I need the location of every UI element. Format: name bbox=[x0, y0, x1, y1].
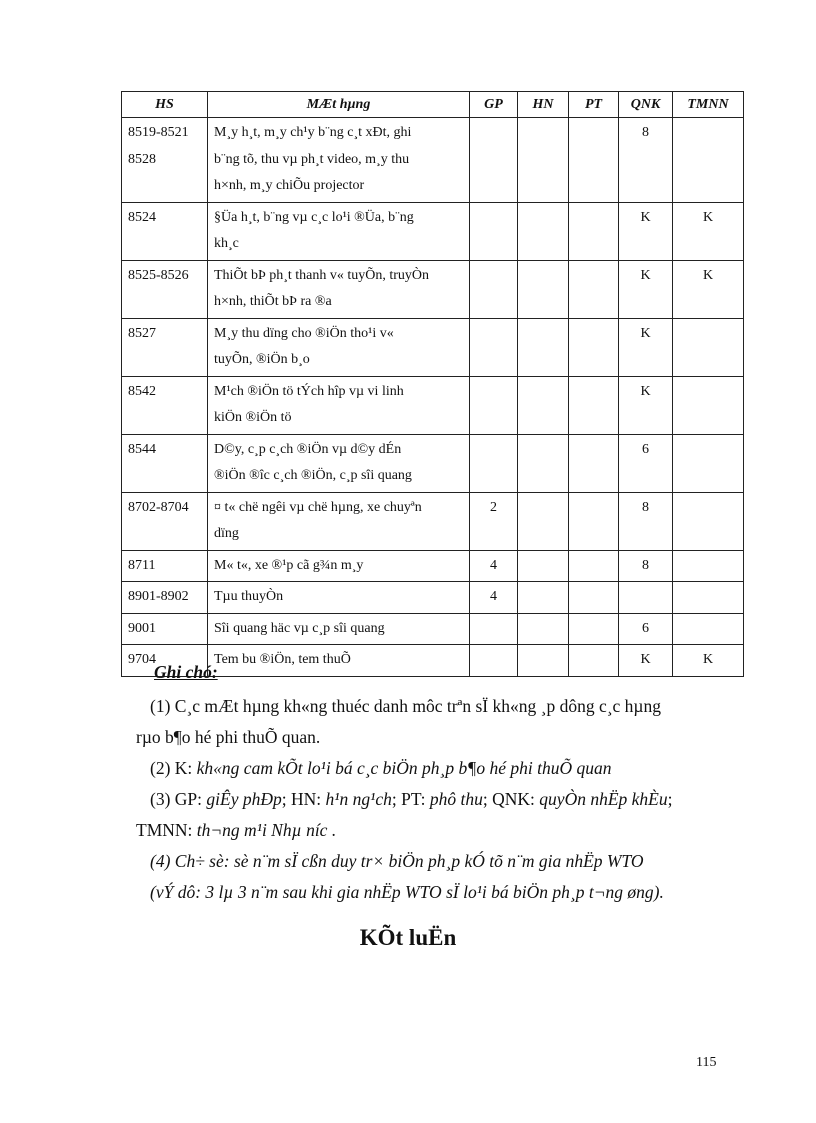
pt-cell bbox=[569, 376, 619, 434]
conclusion-heading: KÕt luËn bbox=[359, 925, 457, 950]
pt-cell bbox=[569, 260, 619, 318]
pt-cell bbox=[569, 434, 619, 492]
note-3-hn-text: h¹n ng¹ch bbox=[325, 789, 392, 809]
item-cell-line: §Üa h¸t, b¨ng vµ c¸c lo¹i ®Üa, b¨ng bbox=[214, 209, 414, 225]
qnk-cell bbox=[619, 118, 673, 203]
note-3-gp-text: giÊy phÐp bbox=[206, 789, 282, 809]
hn-cell bbox=[518, 318, 569, 376]
qnk-cell-line: 6 bbox=[642, 620, 649, 636]
hs-cell bbox=[122, 118, 208, 203]
item-cell bbox=[208, 613, 470, 645]
pt-cell bbox=[569, 550, 619, 582]
gp-cell bbox=[470, 550, 518, 582]
tmnn-cell bbox=[673, 376, 744, 434]
tmnn-cell bbox=[673, 318, 744, 376]
hn-cell bbox=[518, 202, 569, 260]
hs-cell bbox=[122, 260, 208, 318]
pt-cell bbox=[569, 613, 619, 645]
header-qnk: QNK bbox=[619, 92, 673, 118]
item-cell-line: kiÖn ®iÖn tö bbox=[214, 410, 292, 425]
page-number: 115 bbox=[696, 1055, 717, 1070]
note-4-line-2: (vÝ dô: 3 lµ 3 n¨m sau khi gia nhËp WTO sÏ lo¹i bá biÖn ph¸p t¬ng øng). bbox=[150, 882, 664, 902]
qnk-cell bbox=[619, 492, 673, 550]
qnk-cell bbox=[619, 550, 673, 582]
note-2-text: kh«ng cam kÕt lo¹i bá c¸c biÖn ph¸p b¶o hé phi thuÕ quan bbox=[196, 758, 612, 778]
gp-cell bbox=[470, 492, 518, 550]
qnk-cell bbox=[619, 260, 673, 318]
table-row bbox=[122, 202, 744, 260]
table-row bbox=[122, 318, 744, 376]
item-cell-line: ®iÖn ®îc c¸ch ®iÖn, c¸p sîi quang bbox=[214, 468, 412, 483]
item-cell bbox=[208, 260, 470, 318]
qnk-cell bbox=[619, 434, 673, 492]
item-cell-line: M¸y thu dïng cho ®iÖn tho¹i v« bbox=[214, 325, 394, 341]
hs-cell bbox=[122, 376, 208, 434]
item-cell-line: h×nh, m¸y chiÕu projector bbox=[214, 178, 365, 193]
notes-heading: Ghi chó: bbox=[154, 662, 218, 682]
tmnn-cell-line: K bbox=[702, 209, 714, 225]
gp-cell bbox=[470, 260, 518, 318]
item-cell bbox=[208, 376, 470, 434]
hs-cell-line: 8524 bbox=[128, 209, 156, 225]
header-hs: HS bbox=[122, 92, 208, 118]
table-row bbox=[122, 118, 744, 203]
item-cell-line: Tµu thuyÒn bbox=[214, 589, 284, 604]
pt-cell bbox=[569, 118, 619, 203]
hs-cell bbox=[122, 613, 208, 645]
item-cell bbox=[208, 318, 470, 376]
note-3-qnk: ; QNK: bbox=[482, 789, 535, 809]
tmnn-cell bbox=[673, 582, 744, 614]
table-row bbox=[122, 613, 744, 645]
item-cell bbox=[208, 492, 470, 550]
table-row bbox=[122, 550, 744, 582]
note-4 bbox=[150, 846, 725, 877]
header-gp: GP bbox=[470, 92, 518, 118]
hn-cell bbox=[518, 582, 569, 614]
pt-cell bbox=[569, 318, 619, 376]
note-2 bbox=[150, 753, 725, 784]
item-cell-line: b¨ng tõ, thu vµ ph¸t video, m¸y thu bbox=[214, 151, 410, 167]
header-tmnn: TMNN bbox=[673, 92, 744, 118]
qnk-cell-line: K bbox=[640, 383, 651, 399]
header-hn: HN bbox=[518, 92, 569, 118]
gp-cell bbox=[470, 202, 518, 260]
qnk-cell-line: K bbox=[640, 652, 651, 667]
hs-cell-line: 8542 bbox=[128, 383, 156, 399]
hs-cell-line: 8544 bbox=[128, 441, 156, 457]
item-cell-line: M¸y h¸t, m¸y ch¹y b¨ng c¸t xÐt, ghi bbox=[214, 125, 412, 140]
qnk-cell-line: 6 bbox=[642, 441, 649, 457]
gp-cell bbox=[470, 318, 518, 376]
trade-measures-table bbox=[121, 91, 744, 677]
gp-cell bbox=[470, 613, 518, 645]
qnk-cell-line: 8 bbox=[642, 557, 649, 573]
note-1-line-1: (1) C¸c mÆt hµng kh«ng thuéc danh môc trªn sÏ kh«ng ¸p dông c¸c hµng bbox=[150, 696, 662, 716]
tmnn-cell bbox=[673, 202, 744, 260]
item-cell-line: h×nh, thiÕt bÞ ra ®a bbox=[214, 294, 332, 309]
note-3-tmnn: TMNN: bbox=[136, 820, 193, 840]
gp-cell bbox=[470, 376, 518, 434]
item-cell bbox=[208, 434, 470, 492]
item-cell bbox=[208, 118, 470, 203]
hs-cell-line: 8901-8902 bbox=[128, 589, 189, 604]
hs-cell-line: 8528 bbox=[128, 151, 156, 167]
gp-cell-line: 4 bbox=[490, 589, 497, 604]
note-3-tmnn-text: th¬ng m¹i Nhµ níc . bbox=[196, 820, 337, 840]
header-item: MÆt hµng bbox=[208, 92, 470, 118]
note-2-label: (2) K: bbox=[150, 758, 193, 778]
gp-cell bbox=[470, 434, 518, 492]
item-cell bbox=[208, 550, 470, 582]
item-cell-line: Sîi quang häc vµ c¸p sîi quang bbox=[214, 620, 385, 636]
item-cell-line: D©y, c¸p c¸ch ®iÖn vµ d©y dÉn bbox=[214, 441, 402, 457]
gp-cell bbox=[470, 118, 518, 203]
item-cell bbox=[208, 202, 470, 260]
notes-section bbox=[136, 662, 725, 908]
item-cell-line: ThiÕt bÞ ph¸t thanh v« tuyÕn, truyÒn bbox=[214, 267, 430, 283]
note-3-hn: ; HN: bbox=[281, 789, 322, 809]
qnk-cell-line: K bbox=[640, 267, 651, 283]
hs-cell-line: 8525-8526 bbox=[128, 267, 189, 283]
qnk-cell bbox=[619, 582, 673, 614]
hn-cell bbox=[518, 260, 569, 318]
hn-cell bbox=[518, 613, 569, 645]
item-cell bbox=[208, 582, 470, 614]
note-1-line-2: rµo b¶o hé phi thuÕ quan. bbox=[136, 727, 321, 747]
note-4-cont bbox=[150, 877, 725, 908]
hs-cell bbox=[122, 582, 208, 614]
note-3 bbox=[150, 784, 725, 815]
hs-cell-line: 9001 bbox=[128, 620, 156, 636]
note-3-end: ; bbox=[667, 789, 673, 809]
note-3-pt: ; PT: bbox=[391, 789, 426, 809]
table-row bbox=[122, 492, 744, 550]
hs-cell-line: 9704 bbox=[128, 652, 156, 667]
tmnn-cell bbox=[673, 434, 744, 492]
tmnn-cell bbox=[673, 260, 744, 318]
note-3-cont bbox=[136, 815, 725, 846]
qnk-cell bbox=[619, 202, 673, 260]
hs-cell-line: 8519-8521 bbox=[128, 125, 189, 140]
note-3-gp: (3) GP: bbox=[150, 789, 203, 809]
pt-cell bbox=[569, 582, 619, 614]
pt-cell bbox=[569, 492, 619, 550]
item-cell-line: M« t«, xe ®¹p cã g¾n m¸y bbox=[214, 557, 364, 573]
hs-cell bbox=[122, 318, 208, 376]
tmnn-cell-line: K bbox=[702, 652, 714, 667]
item-cell-line: ¤ t« chë ngêi vµ chë hµng, xe chuyªn bbox=[214, 499, 422, 515]
header-pt: PT bbox=[569, 92, 619, 118]
item-cell-line: dïng bbox=[214, 526, 239, 541]
hn-cell bbox=[518, 434, 569, 492]
table-row bbox=[122, 582, 744, 614]
qnk-cell-line: K bbox=[640, 325, 651, 341]
tmnn-cell bbox=[673, 550, 744, 582]
item-cell-line: kh¸c bbox=[214, 236, 239, 251]
tmnn-cell bbox=[673, 492, 744, 550]
tmnn-cell-line: K bbox=[702, 267, 714, 283]
hn-cell bbox=[518, 376, 569, 434]
qnk-cell bbox=[619, 613, 673, 645]
qnk-cell-line: 8 bbox=[642, 499, 649, 515]
qnk-cell-line: 8 bbox=[642, 125, 649, 140]
table-row bbox=[122, 260, 744, 318]
note-3-pt-text: phô thu bbox=[429, 789, 483, 809]
hn-cell bbox=[518, 118, 569, 203]
hs-cell bbox=[122, 492, 208, 550]
item-cell-line: tuyÕn, ®iÖn b¸o bbox=[214, 352, 310, 367]
note-4-line-1: (4) Ch÷ sè: sè n¨m sÏ cßn duy tr× biÖn ph¸p kÓ tõ n¨m gia nhËp WTO bbox=[150, 851, 644, 871]
hs-cell-line: 8702-8704 bbox=[128, 499, 189, 515]
qnk-cell bbox=[619, 376, 673, 434]
note-1-cont bbox=[136, 722, 725, 753]
hs-cell-line: 8527 bbox=[128, 325, 156, 341]
hn-cell bbox=[518, 550, 569, 582]
gp-cell bbox=[470, 582, 518, 614]
note-3-qnk-text: quyÒn nhËp khÈu bbox=[539, 789, 668, 809]
qnk-cell bbox=[619, 318, 673, 376]
gp-cell-line: 4 bbox=[490, 557, 497, 573]
item-cell-line: Tem bu ®iÖn, tem thuÕ bbox=[214, 652, 351, 667]
qnk-cell-line: K bbox=[640, 209, 651, 225]
gp-cell-line: 2 bbox=[490, 499, 497, 515]
tmnn-cell bbox=[673, 118, 744, 203]
hs-cell bbox=[122, 550, 208, 582]
hs-cell bbox=[122, 434, 208, 492]
table-row bbox=[122, 376, 744, 434]
table-header-row bbox=[122, 92, 744, 118]
hs-cell bbox=[122, 202, 208, 260]
note-1 bbox=[150, 691, 725, 722]
table-row bbox=[122, 434, 744, 492]
hs-cell-line: 8711 bbox=[128, 557, 156, 573]
hn-cell bbox=[518, 492, 569, 550]
pt-cell bbox=[569, 202, 619, 260]
item-cell-line: M¹ch ®iÖn tö tÝch hîp vµ vi linh bbox=[214, 383, 404, 399]
tmnn-cell bbox=[673, 613, 744, 645]
